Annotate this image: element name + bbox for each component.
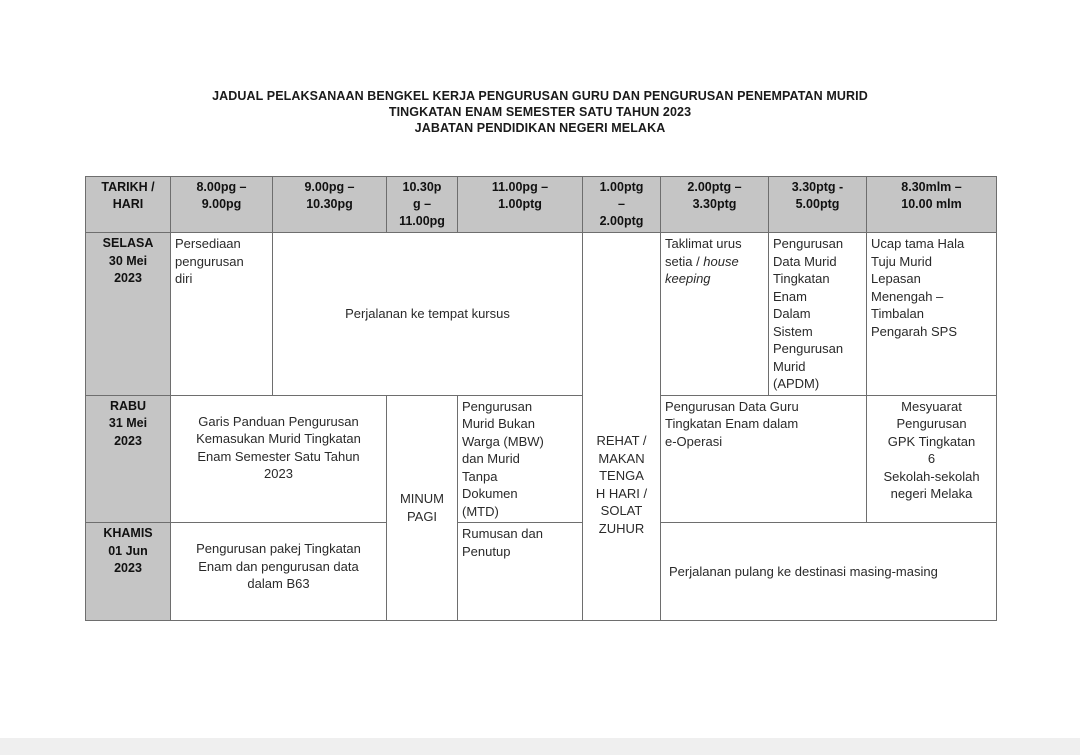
cell-text: diri	[175, 271, 193, 286]
cell-text: Perjalanan pulang ke destinasi masing-masing	[669, 563, 938, 579]
cell-text: MAKAN	[598, 450, 645, 466]
title-line-2: TINGKATAN ENAM SEMESTER SATU TAHUN 2023	[388, 105, 692, 119]
cell-text: Enam	[773, 288, 807, 304]
header-row	[86, 177, 997, 233]
header-text: 10.30p	[402, 180, 442, 194]
cell-text: MINUM	[399, 491, 445, 507]
cell-text: 6	[927, 451, 936, 466]
header-slot-2	[273, 177, 387, 233]
cell-text: Pengarah SPS	[871, 323, 958, 339]
day-text: SELASA	[102, 236, 154, 250]
day-text: 01 Jun	[108, 543, 148, 558]
cell-text: Rumusan dan	[462, 526, 543, 541]
cell-text: e-Operasi	[665, 433, 723, 449]
day-rabu	[86, 395, 171, 523]
cell-text: Dokumen	[462, 486, 518, 501]
header-text: 8.00pg –	[196, 180, 247, 194]
day-text: RABU	[109, 398, 147, 413]
bottom-strip	[0, 738, 1080, 755]
cell-text: Ucap tama Hala	[871, 236, 965, 251]
header-text: 10.00 mlm	[901, 197, 962, 211]
cell-text: Pengurusan pakej Tingkatan	[196, 541, 361, 556]
row-khamis	[86, 523, 997, 621]
cell-text	[665, 253, 764, 271]
cell-text: Warga (MBW)	[462, 433, 544, 449]
cell-text: Tuju Murid	[871, 253, 932, 269]
cell-text: Perjalanan ke tempat kursus	[345, 306, 510, 321]
cell-perjalanan-pulang	[661, 523, 997, 621]
header-text: 11.00pg –	[491, 180, 549, 194]
row-rabu	[86, 395, 997, 523]
header-text: 2.00ptg	[599, 214, 644, 228]
day-selasa	[86, 233, 171, 396]
cell-text: PAGI	[406, 508, 438, 524]
header-text: TARIKH /	[101, 180, 155, 194]
header-text: 5.00ptg	[795, 197, 840, 211]
cell-text: Menengah –	[871, 288, 944, 304]
cell-perjalanan-kursus	[273, 233, 583, 396]
cell-minum-pagi	[387, 395, 458, 621]
day-text: KHAMIS	[103, 526, 153, 540]
header-text: 8.30mlm –	[901, 180, 962, 194]
header-slot-5	[583, 177, 661, 233]
cell-text: TENGA	[599, 468, 644, 483]
day-text: 30 Mei	[108, 253, 148, 268]
cell-mbw	[458, 395, 583, 523]
header-slot-8	[867, 177, 997, 233]
cell-text: ZUHUR	[598, 520, 645, 536]
schedule-table	[85, 176, 997, 621]
header-text: 9.00pg	[201, 197, 242, 211]
header-tarikh-hari	[86, 177, 171, 233]
cell-text: Garis Panduan Pengurusan	[198, 413, 359, 429]
cell-text: dalam B63	[247, 576, 310, 591]
cell-text-italic: house	[703, 253, 739, 269]
header-slot-6	[661, 177, 769, 233]
day-text: 31 Mei	[108, 416, 148, 430]
day-khamis	[86, 523, 171, 621]
cell-taklimat	[661, 233, 769, 396]
cell-text: Taklimat urus	[665, 236, 742, 251]
cell-text: Persediaan	[175, 236, 241, 251]
cell-text: Pengurusan Data Guru	[665, 398, 799, 414]
cell-text: SOLAT	[600, 503, 643, 518]
cell-text: Data Murid	[773, 253, 837, 269]
cell-text: Dalam	[773, 306, 811, 321]
cell-text: GPK Tingkatan	[887, 433, 976, 449]
header-text: 2.00ptg –	[687, 180, 742, 194]
cell-text: Murid	[773, 358, 806, 374]
header-slot-4	[458, 177, 583, 233]
day-text: 2023	[114, 561, 142, 575]
cell-text: Pengurusan	[773, 236, 844, 251]
cell-text: pengurusan	[175, 253, 244, 269]
title-line-3: JABATAN PENDIDIKAN NEGERI MELAKA	[414, 121, 666, 135]
cell-garis-panduan	[171, 395, 387, 523]
cell-data-guru	[661, 395, 867, 523]
cell-text: Tanpa	[462, 468, 498, 484]
day-text: 2023	[114, 433, 142, 448]
cell-mesyuarat	[867, 395, 997, 523]
header-text: g –	[412, 197, 432, 211]
cell-text: Tingkatan Enam dalam	[665, 416, 799, 431]
header-text: 3.30ptg -	[791, 180, 844, 194]
cell-text: H HARI /	[595, 485, 648, 501]
header-text: 3.30ptg	[692, 197, 737, 211]
cell-rehat	[583, 233, 661, 621]
cell-rumusan	[458, 523, 583, 621]
header-text: 9.00pg –	[304, 180, 355, 194]
cell-text: Timbalan	[871, 306, 924, 321]
title-line-1: JADUAL PELAKSANAAN BENGKEL KERJA PENGURUSAN GURU DAN PENGURUSAN PENEMPATAN MURID	[212, 89, 868, 103]
cell-text: 2023	[264, 466, 293, 481]
cell-text: Lepasan	[871, 271, 921, 286]
cell-text: Kemasukan Murid Tingkatan	[196, 431, 361, 446]
header-slot-1	[171, 177, 273, 233]
cell-text: Pengurusan	[462, 398, 533, 414]
header-slot-3	[387, 177, 458, 233]
cell-text: Penutup	[462, 543, 511, 559]
cell-text: Enam Semester Satu Tahun	[197, 448, 360, 464]
header-slot-7	[769, 177, 867, 233]
header-text: –	[618, 197, 625, 211]
cell-text: (APDM)	[773, 376, 820, 391]
cell-pakej	[171, 523, 387, 621]
cell-text: Murid Bukan	[462, 416, 535, 431]
header-text: 1.00ptg	[498, 197, 542, 211]
cell-text: Tingkatan	[773, 271, 830, 286]
cell-text: (MTD)	[462, 503, 499, 519]
cell-text: Sekolah-sekolah	[883, 468, 980, 484]
cell-text: negeri Melaka	[890, 486, 973, 501]
cell-text: Pengurusan	[896, 416, 967, 431]
header-text: 11.00pg	[399, 214, 445, 228]
row-selasa	[86, 233, 997, 396]
document-title	[90, 88, 990, 136]
cell-text: setia /	[665, 253, 704, 269]
day-text: 2023	[114, 271, 142, 285]
cell-apdm	[769, 233, 867, 396]
cell-text: REHAT /	[596, 433, 647, 448]
cell-text: Enam dan pengurusan data	[198, 558, 359, 574]
cell-text: Pengurusan	[773, 341, 844, 356]
header-text: 1.00ptg	[599, 180, 644, 194]
cell-text: Mesyuarat	[901, 398, 962, 414]
cell-ucap-tama	[867, 233, 997, 396]
header-text: HARI	[112, 197, 144, 211]
cell-text: dan Murid	[462, 451, 520, 466]
header-text: 10.30pg	[306, 197, 353, 211]
cell-text: Sistem	[773, 323, 813, 339]
cell-persediaan	[171, 233, 273, 396]
cell-text-italic: keeping	[665, 271, 711, 286]
